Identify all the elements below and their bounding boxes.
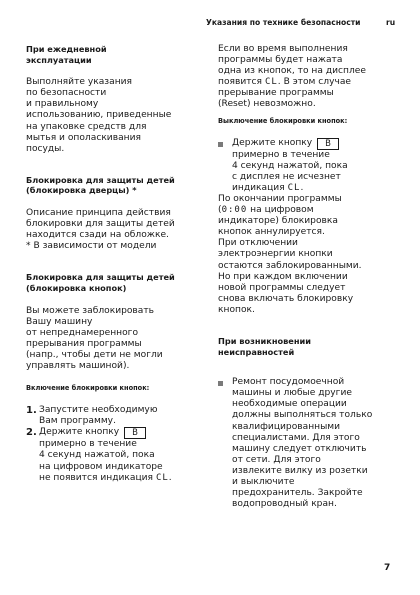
disable-lock-subheading: Выключение блокировки кнопок: [218, 116, 348, 125]
zero-display-symbol: 0:00 [221, 205, 248, 216]
daily-use-text: Выполняйте указания по безопасности и правильному использованию, приведенные на упаковке средств для мытья и ополаскивания посуды. [26, 77, 172, 154]
key-b-icon: B [317, 138, 339, 150]
key-b-icon: B [124, 427, 146, 439]
cl-display-symbol: CL [264, 77, 278, 88]
repair-bullet: Ремонт посудомоечной машины и любые другие необходимые операции должны выполняться только квалифицированными специалистами. Для этого машину следует отключить от сети. Для этого извлеките вилку из розетки и выключите предохранитель. Закройте водопроводный кран. [218, 377, 394, 510]
enable-lock-subheading: Включение блокировки кнопок: [26, 384, 150, 393]
section-heading-daily-use: При ежедневной эксплуатации [26, 44, 107, 65]
step-1: 1. Запустите необходимую Вам программу. [26, 405, 158, 427]
section-heading-button-lock: Блокировка для защиты детей (блокировка кнопок) [26, 272, 175, 293]
step-2: 2. Держите кнопку B примерно в течение 4 секунд нажатой, пока на цифровом индикаторе не появится индикация CL. [26, 427, 172, 483]
header-language: ru [386, 18, 396, 27]
door-lock-text: Описание принципа действия блокировки для защиты детей находится сзади на обложке. * В зависимости от модели [26, 208, 175, 252]
button-lock-text: Вы можете заблокировать Вашу машину от непреднамеренного прерывания программы (напр., чтобы дети не могли управлять машиной). [26, 305, 163, 372]
bullet-square-icon [218, 142, 223, 147]
cl-display-symbol: CL [155, 472, 169, 483]
page-number: 7 [384, 563, 391, 573]
header-title: Указания по технике безопасности [206, 18, 361, 27]
cl-display-symbol: CL [287, 182, 301, 193]
model-footnote: * В зависимости от модели [26, 241, 157, 252]
section-heading-malfunctions: При возникновении неисправностей [218, 335, 311, 357]
reset-text: Если во время выполнения программы будет нажата одна из кнопок, то на дисплее появится CL. В этом случае прерывание программы (Reset) невозможно. [218, 44, 366, 110]
bullet-square-icon [218, 381, 223, 386]
section-heading-door-lock: Блокировка для защиты детей (блокировка дверцы) * [26, 174, 175, 196]
program-end-text: По окончании программы (0:00 на цифровом индикаторе) блокировка кнопок аннулируется. При отключении электроэнергии кнопки остаются заблокированными. Но при каждом включении новой программы следует снова включать блокировку кнопок. [218, 193, 362, 315]
page-header [0, 18, 420, 32]
left-column [26, 44, 206, 484]
right-column [218, 44, 394, 510]
disable-lock-bullet: Держите кнопку B примерно в течение 4 секунд нажатой, пока с дисплея не исчезнет индикация CL. [218, 138, 394, 194]
